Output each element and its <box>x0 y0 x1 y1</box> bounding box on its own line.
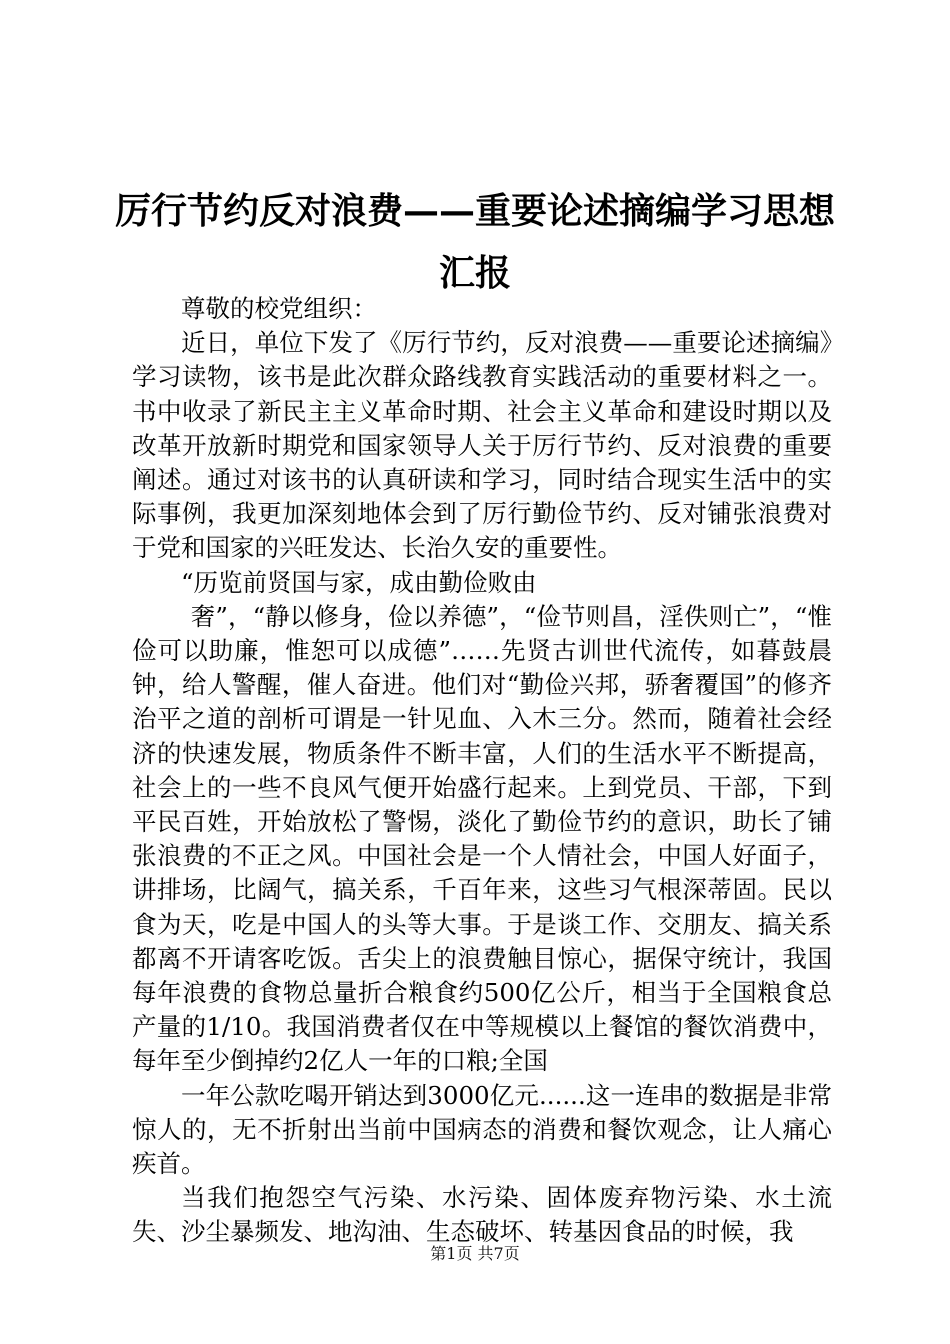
document-title: 厉行节约反对浪费——重要论述摘编学习思想汇报 <box>114 190 835 294</box>
page-number-footer: 第1页 共7页 <box>430 1244 520 1263</box>
paragraph-4: 一年公款吃喝开销达到3000亿元......这一连串的数据是非常惊人的，无不折射出当前中国病态的消费和餐饮观念，让人痛心疾首。 <box>132 1080 832 1179</box>
paragraph-2: “历览前贤国与家，成由勤俭败由 <box>181 567 537 597</box>
document-body <box>132 292 832 1250</box>
salutation: 尊敬的校党组织： <box>181 294 377 323</box>
paragraph-1: 近日，单位下发了《厉行节约，反对浪费——重要论述摘编》学习读物，该书是此次群众路线教育实践活动的重要材料之一。书中收录了新民主主义革命时期、社会主义革命和建设时期以及改革开放新时期党和国家领导人关于厉行节约、反对浪费的重要阐述。通过对该书的认真研读和学习，同时结合现实生活中的实际事例，我更加深刻地体会到了厉行勤俭节约、反对铺张浪费对于党和国家的兴旺发达、长治久安的重要性。 <box>132 328 832 563</box>
paragraph-5: 当我们抱怨空气污染、水污染、固体废弃物污染、水土流失、沙尘暴频发、地沟油、生态破坏、转基因食品的时候，我 <box>132 1183 832 1247</box>
paragraph-3: 奢”，“静以修身，俭以养德”，“俭节则昌，淫佚则亡”，“惟俭可以助廉，惟恕可以成德”……先贤古训世代流传，如暮鼓晨钟，给人警醒，催人奋进。他们对“勤俭兴邦，骄奢覆国”的修齐治平之道的剖析可谓是一针见血、入木三分。然而，随着社会经济的快速发展，物质条件不断丰富，人们的生活水平不断提高，社会上的一些不良风气便开始盛行起来。上到党员、干部，下到平民百姓，开始放松了警惕，淡化了勤俭节约的意识，助长了铺张浪费的不正之风。中国社会是一个人情社会，中国人好面子，讲排场，比阔气，搞关系，千百年来，这些习气根深蒂固。民以食为天，吃是中国人的头等大事。于是谈工作、交朋友、搞关系都离不开请客吃饭。舌尖上的浪费触目惊心，据保守统计，我国每年浪费的食物总量折合粮食约500亿公斤，相当于全国粮食总产量的1/10。我国消费者仅在中等规模以上餐馆的餐饮消费中，每年至少倒掉约2亿人一年的口粮;全国 <box>132 601 832 1076</box>
